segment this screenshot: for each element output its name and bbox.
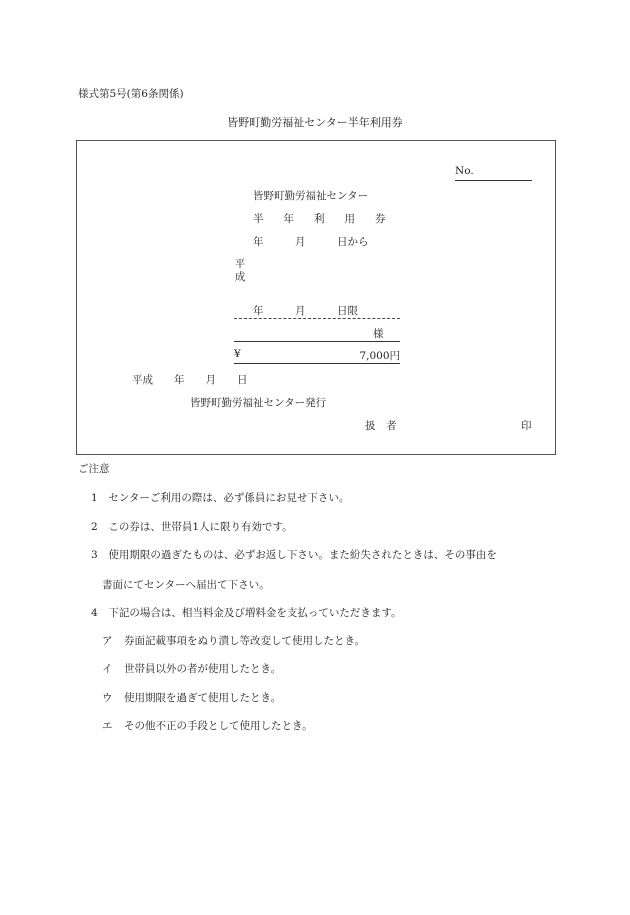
note-item: 1 センターご利用の際は、必ず係員にお見せ下さい。: [91, 492, 350, 504]
era-label: 平成: [234, 258, 246, 283]
ticket-type-name: [253, 211, 386, 226]
ticket-box: [76, 140, 556, 455]
ticket-char: 用: [344, 213, 355, 225]
note-item-continuation: 書面にてセンターへ届出て下さい。: [102, 579, 270, 591]
ticket-char: 年: [283, 213, 294, 225]
note-item: 4 下記の場合は、相当料金及び増料金を支払っていただきます。: [91, 607, 402, 619]
number-label: No.: [455, 165, 474, 177]
price-underline: [234, 363, 400, 364]
note-sub-item: イ 世帯員以外の者が使用したとき。: [102, 663, 282, 675]
ticket-price: 7,000円: [359, 350, 400, 362]
date-dashed-line: [234, 318, 400, 319]
yen-sign: ¥: [234, 348, 241, 360]
ticket-center-name: 皆野町勤労福祉センター: [253, 190, 369, 202]
form-label: 様式第5号(第6条関係): [78, 88, 184, 100]
valid-from-date: 年 月 日から: [253, 236, 369, 248]
valid-until-date: 年 月 日限: [253, 305, 358, 317]
note-sub-item: エ その他不正の手段として使用したとき。: [102, 720, 313, 732]
ticket-char: 券: [375, 213, 386, 225]
name-underline: [234, 341, 400, 342]
document-title: 皆野町勤労福祉センター半年利用券: [227, 116, 403, 129]
holder-name-suffix: 様: [373, 328, 384, 340]
note-item: 3 使用期限の過ぎたものは、必ずお返し下さい。また紛失されたときは、その事由を: [91, 549, 497, 561]
ticket-char: 利: [314, 213, 325, 225]
handler-label: 扱 者: [365, 420, 397, 432]
issue-date: 平成 年 月 日: [132, 374, 248, 386]
note-sub-item: ア 券面記載事項をぬり潰し等改変して使用したとき。: [102, 635, 366, 647]
number-underline: [455, 180, 532, 181]
seal-mark: 印: [521, 420, 532, 432]
issuer: 皆野町勤労福祉センター発行: [190, 397, 327, 409]
note-item: 2 この券は、世帯員1人に限り有効です。: [91, 521, 293, 533]
note-sub-item: ウ 使用期限を過ぎて使用したとき。: [102, 692, 282, 704]
ticket-char: 半: [253, 213, 264, 225]
notes-heading: ご注意: [78, 463, 110, 475]
